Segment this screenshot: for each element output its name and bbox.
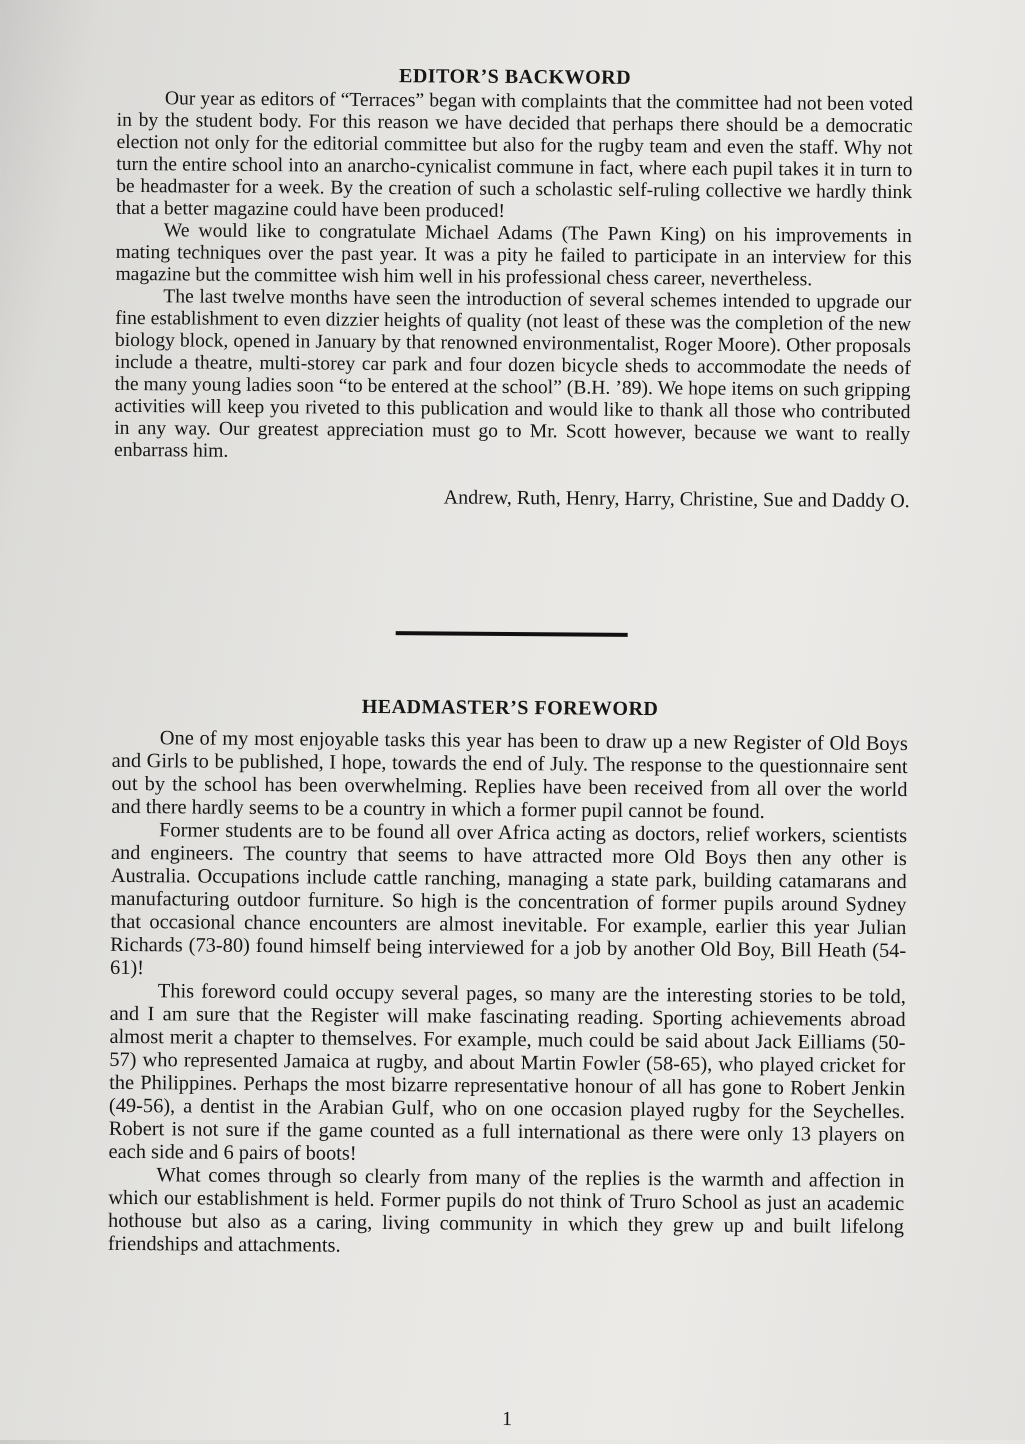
editor-paragraph-2: We would like to congratulate Michael Adams (The Pawn King) on his improvements in mating techniques over the past year. It was a pity he failed to participate in an interview for this magazine but the committee wish him well in his professional chess career, nevertheless. <box>115 220 912 291</box>
headmaster-paragraph-4: What comes through so clearly from many of the replies is the warmth and affection in which our establishment is held. Former pupils do not think of Truro School as just an academic hothouse but also as a caring, living community in which they grew up and built lifelong friendships and attachments. <box>107 1164 905 1257</box>
editors-backword-section <box>114 63 913 513</box>
editor-paragraph-1: Our year as editors of “Terraces” began with complaints that the committee had not been voted in by the student body. For this reason we have decided that perhaps there should be a democratic election not only for the editorial committee but also for the rugby team and even the staff. Why not turn the entire school into an anarcho-cynicalist commune in fact, where each pupil takes it in turn to be headmaster for a week. By the creation of such a scholastic self-ruling collective we hardly think that a better magazine could have been produced! <box>115 88 913 222</box>
headmasters-foreword-heading: HEADMASTER’S FOREWORD <box>361 695 659 721</box>
headmaster-paragraph-3: This foreword could occupy several pages, so many are the interesting stories to be told, and I am sure that the Register will make fascinating reading. Sporting achievements abroad almost merit a chapter to themselves. For example, much could be said about Jack Eilliams (50-57) who represented Jamaica at rugby, and about Martin Fowler (58-65), who played cricket for the Philippines. Perhaps the most bizarre representative honour of all has gone to Robert Jenkin (49-56), a dentist in the Arabian Gulf, who on one occasion played rugby for the Seychelles. Robert is not sure if the game counted as a full international as there were only 13 players on each side and 6 pairs of boots! <box>108 980 906 1165</box>
headmaster-paragraph-1: One of my most enjoyable tasks this year has been to draw up a new Register of Old Boys and Girls to be published, I hope, towards the end of July. The response to the questionnaire sent out by the school has been overwhelming. Replies have been received from all over the world and there hardly seems to be a country in which a former pupil cannot be found. <box>111 727 908 823</box>
headmaster-paragraph-2: Former students are to be found all over Africa acting as doctors, relief workers, scientists and engineers. The country that seems to have attracted more Old Boys then any other is Australia. Occupations include cattle ranching, managing a state park, building catamarans and manufacturing outdoor furniture. So high is the concentration of former pupils around Sydney that occasional chance encounters are almost inevitable. For example, earlier this year Julian Richards (73-80) found himself being interviewed for a job by another Old Boy, Bill Heath (54-61)! <box>109 819 908 980</box>
editors-backword-heading: EDITOR’S BACKWORD <box>398 65 632 89</box>
section-divider <box>396 631 628 637</box>
editor-signature: Andrew, Ruth, Henry, Harry, Christine, Sue and Daddy O. <box>443 486 910 513</box>
page-number: 1 <box>501 1407 513 1431</box>
editor-paragraph-3: The last twelve months have seen the introduction of several schemes intended to upgrade our fine establishment to even dizzier heights of quality (not least of these was the completion of the new biology block, opened in January by that renowned environmentalist, Roger Moore). Other proposals include a theatre, multi-storey car park and four dozen bicycle sheds to accommodate the needs of the many young ladies soon “to be entered at the school” (B.H. ’89). We hope items on such gripping activities will keep you riveted to this publication and would like to thank all those who contributed in any way. Our greatest appreciation must go to Mr. Scott however, because we want to really enbarrass him. <box>114 286 912 462</box>
headmasters-foreword-section <box>108 694 908 1262</box>
